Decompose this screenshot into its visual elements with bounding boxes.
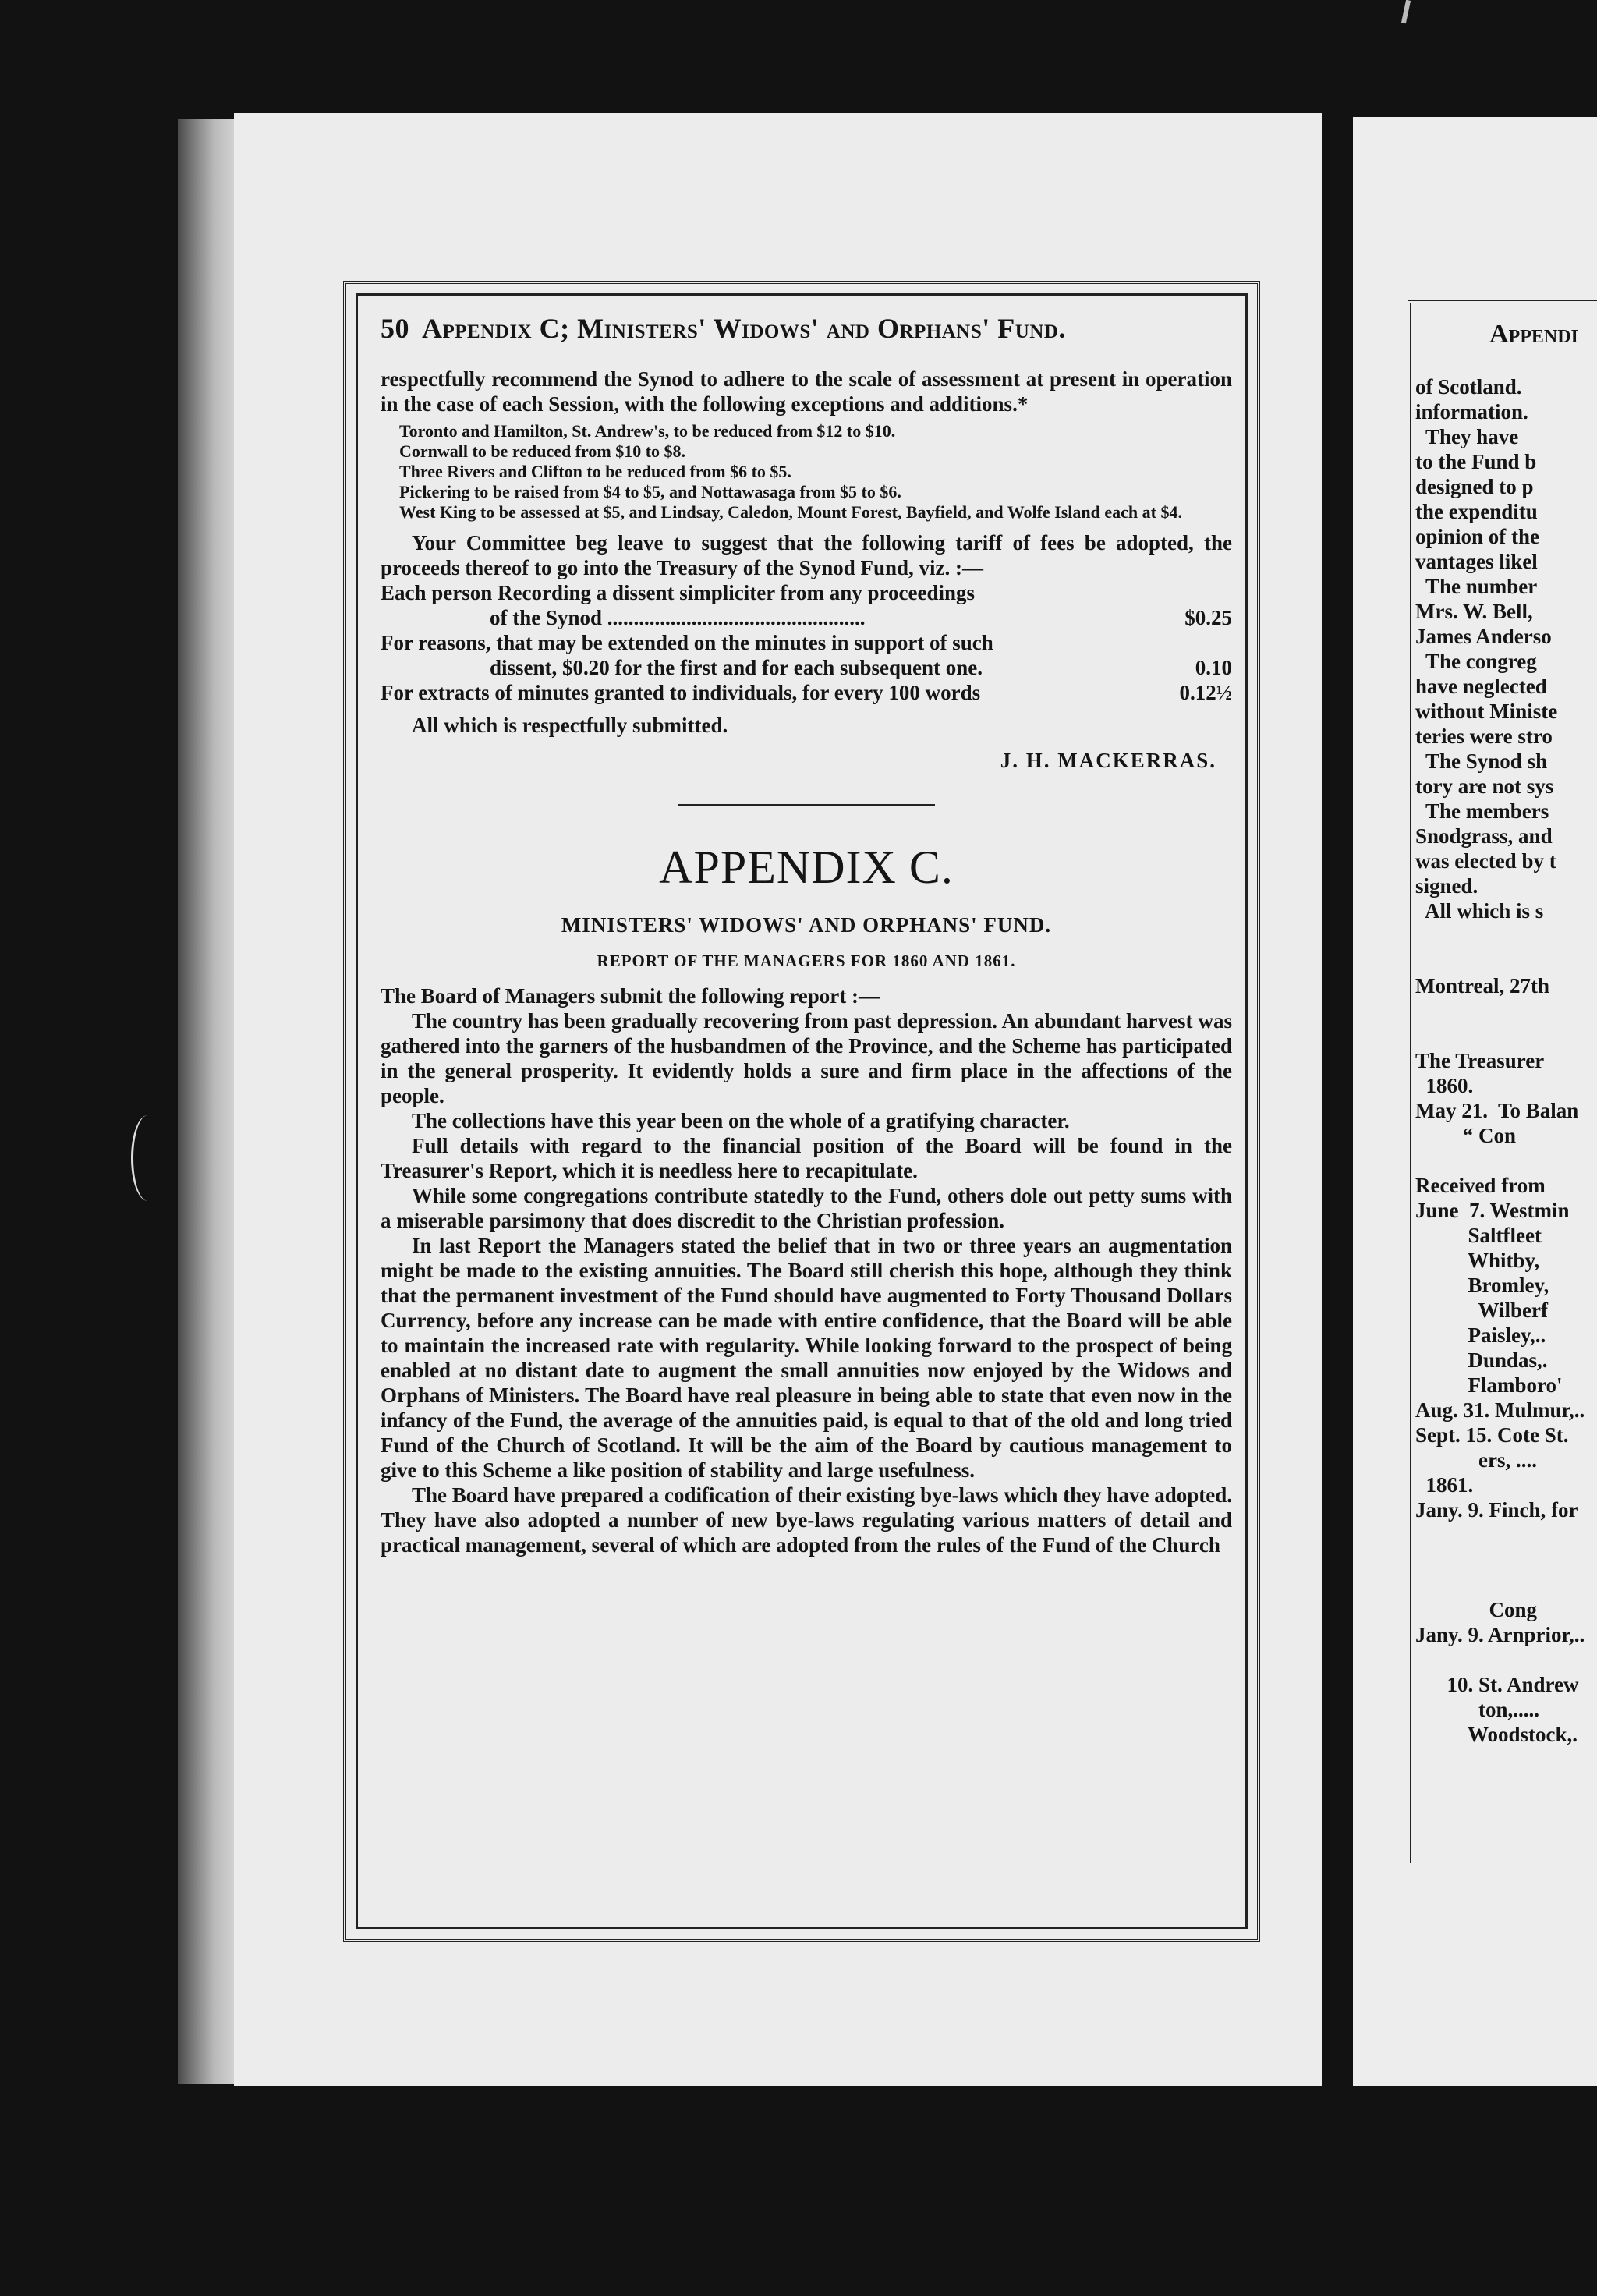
- intro-paragraph: respectfully recommend the Synod to adhere to the scale of assessment at present in operation in the case of each Session, with the following exceptions and additions.*: [381, 367, 1232, 416]
- right-page-line: Sept. 15. Cote St.: [1415, 1423, 1569, 1447]
- right-page-line: “ Con: [1415, 1124, 1517, 1147]
- fee-reasons-amount: 0.10: [1195, 656, 1232, 679]
- right-page-line: designed to p: [1415, 475, 1534, 498]
- right-page-line: Bromley,: [1415, 1274, 1549, 1297]
- assessment-item: Pickering to be raised from $4 to $5, and Nottawasaga from $5 to $6.: [399, 482, 901, 501]
- right-page-line: The Treasurer: [1415, 1049, 1545, 1072]
- right-page-line: opinion of the: [1415, 525, 1540, 548]
- assessment-item: Toronto and Hamilton, St. Andrew's, to be reduced from $12 to $10.: [399, 421, 896, 441]
- report-paragraph: In last Report the Managers stated the belief that in two or three years an augmentation might be made to the existing annuities. The Board still cherish this hope, although they think that the permanent investment of the Fund should have augmented to Forty Thousand Dollars Currency, before any increase can be made with entire confidence, that the Board will be able to maintain the increased rate with regularity. While looking forward to the prospect of being enabled at no distant date to augment the small annuities now enjoyed by the Widows and Orphans of Ministers. The Board have real pleasure in being able to state that even now in the infancy of the Fund, the average of the annuities paid, is equal to that of the old and long tried Fund of the Church of Scotland. It will be the aim of the Board by cautious management to give to this Scheme a like position of stability and large usefulness.: [381, 1234, 1232, 1482]
- right-page-line: ton,.....: [1415, 1698, 1540, 1721]
- right-page-line: Received from: [1415, 1174, 1546, 1197]
- report-paragraph: The collections have this year been on the whole of a gratifying character.: [412, 1109, 1070, 1132]
- right-page-line: [1415, 1647, 1597, 1672]
- right-page-line: Paisley,..: [1415, 1323, 1546, 1347]
- right-page-line: have neglected: [1415, 675, 1547, 698]
- fund-title: MINISTERS' WIDOWS' AND ORPHANS' FUND.: [561, 913, 1052, 937]
- report-title: REPORT OF THE MANAGERS FOR 1860 AND 1861.: [597, 951, 1016, 970]
- assessment-changes: [381, 421, 1232, 523]
- right-page-line: [1415, 923, 1597, 948]
- report-paragraph: While some congregations contribute statedly to the Fund, others dole out petty sums with a miserable parsimony that does discredit to the Christian profession.: [381, 1184, 1232, 1232]
- right-page-line: [1415, 1023, 1597, 1048]
- right-page-line: [1415, 948, 1597, 973]
- right-page-line: to the Fund b: [1415, 450, 1537, 473]
- right-page-line: 1860.: [1415, 1074, 1474, 1097]
- right-page-line: They have: [1415, 425, 1519, 448]
- fee-extracts-amount: 0.12½: [1179, 681, 1232, 704]
- fee-reasons-line1: For reasons, that may be extended on the minutes in support of such: [381, 631, 993, 654]
- right-page-line: information.: [1415, 400, 1528, 423]
- right-page-line: [1415, 1547, 1597, 1572]
- report-paragraph: The country has been gradually recovering from past depression. An abundant harvest was gathered into the garners of the husbandmen of the Province, and the Scheme has participated in the general prosperity. It evidently holds a sure and firm place in the affections of the people.: [381, 1009, 1232, 1107]
- right-page-line: Whitby,: [1415, 1249, 1540, 1272]
- right-page-line: vantages likel: [1415, 550, 1538, 573]
- right-page-line: Flamboro': [1415, 1373, 1563, 1397]
- right-page-line: 10. St. Andrew: [1415, 1673, 1579, 1696]
- right-page-line: The number: [1415, 575, 1538, 598]
- right-page-line: was elected by t: [1415, 849, 1556, 873]
- right-page-line: June 7. Westmin: [1415, 1199, 1570, 1222]
- running-head: [381, 312, 1232, 345]
- right-page-line: Jany. 9. Arnprior,..: [1415, 1623, 1585, 1646]
- right-page-line: The Synod sh: [1415, 749, 1548, 773]
- right-page-line: ers, ....: [1415, 1448, 1537, 1472]
- assessment-item: Cornwall to be reduced from $10 to $8.: [399, 441, 686, 461]
- right-page-lines: [1415, 374, 1597, 1747]
- right-page-line: Snodgrass, and: [1415, 824, 1553, 848]
- fee-dissent-amount: $0.25: [1184, 606, 1232, 629]
- right-page-line: Montreal, 27th: [1415, 974, 1549, 997]
- right-page-line: Wilberf: [1415, 1299, 1549, 1322]
- right-page-line: without Ministe: [1415, 700, 1558, 723]
- right-page-line: May 21. To Balan: [1415, 1099, 1579, 1122]
- page-number: 50: [381, 313, 409, 344]
- fee-dissent-line1: Each person Recording a dissent simpliciter from any proceedings: [381, 581, 975, 604]
- closing-line: All which is respectfully submitted.: [412, 714, 728, 737]
- tariff-paragraph: Your Committee beg leave to suggest that the following tariff of fees be adopted, the proceeds thereof to go into the Treasury of the Synod Fund, viz. :—: [381, 531, 1232, 579]
- right-page-line: All which is s: [1415, 899, 1544, 923]
- right-page-line: Saltfleet: [1415, 1224, 1542, 1247]
- right-page-line: of Scotland.: [1415, 375, 1522, 399]
- right-page-line: James Anderso: [1415, 625, 1552, 648]
- right-running-head: Appendi: [1489, 320, 1578, 349]
- left-page-content: [381, 312, 1232, 1557]
- right-page-line: The congreg: [1415, 650, 1537, 673]
- margin-mark: [131, 1115, 165, 1201]
- right-page-line: [1415, 1522, 1597, 1547]
- right-page-line: Cong: [1415, 1598, 1538, 1621]
- section-rule: [678, 804, 935, 806]
- right-page-line: the expenditu: [1415, 500, 1538, 523]
- right-page-line: [1415, 1572, 1597, 1597]
- report-paragraph: The Board of Managers submit the following report :—: [381, 984, 880, 1008]
- right-page-line: [1415, 1148, 1597, 1173]
- assessment-item: Three Rivers and Clifton to be reduced from $6 to $5.: [399, 462, 791, 481]
- right-page-line: 1861.: [1415, 1473, 1474, 1497]
- right-page-line: teries were stro: [1415, 725, 1553, 748]
- appendix-title: APPENDIX C.: [659, 842, 954, 893]
- right-page-line: The members: [1415, 799, 1549, 823]
- signer: J. H. MACKERRAS.: [1000, 749, 1216, 772]
- right-page-line: Aug. 31. Mulmur,..: [1415, 1398, 1585, 1422]
- right-page-line: [1415, 998, 1597, 1023]
- right-page-content: [1415, 320, 1597, 1747]
- fee-dissent-line2: of the Synod .................................................: [490, 606, 866, 629]
- right-page-line: signed.: [1415, 874, 1478, 898]
- assessment-item: West King to be assessed at $5, and Lindsay, Caledon, Mount Forest, Bayfield, and Wolfe Island each at $4.: [399, 502, 1182, 522]
- report-paragraph: Full details with regard to the financial position of the Board will be found in the Treasurer's Report, which it is needless here to recapitulate.: [381, 1134, 1232, 1182]
- right-page-line: Woodstock,.: [1415, 1723, 1578, 1746]
- right-page-line: Dundas,.: [1415, 1348, 1548, 1372]
- right-page-line: tory are not sys: [1415, 774, 1554, 798]
- right-page-line: Mrs. W. Bell,: [1415, 600, 1533, 623]
- book-spine-shadow: [178, 119, 239, 2084]
- fee-table: [381, 580, 1232, 705]
- fee-extracts-line: For extracts of minutes granted to individuals, for every 100 words: [381, 681, 981, 704]
- right-page-line: Jany. 9. Finch, for: [1415, 1498, 1578, 1522]
- report-paragraph: The Board have prepared a codification of their existing bye-laws which they have adopted. They have also adopted a number of new bye-laws regulating various matters of detail and practical management, several of which are adopted from the rules of the Fund of the Church: [381, 1483, 1232, 1557]
- running-head-title: Appendix C; Ministers' Widows' and Orphans' Fund.: [422, 313, 1066, 344]
- margin-mark-top: [1401, 0, 1411, 23]
- fee-reasons-line2: dissent, $0.20 for the first and for each subsequent one.: [490, 656, 983, 679]
